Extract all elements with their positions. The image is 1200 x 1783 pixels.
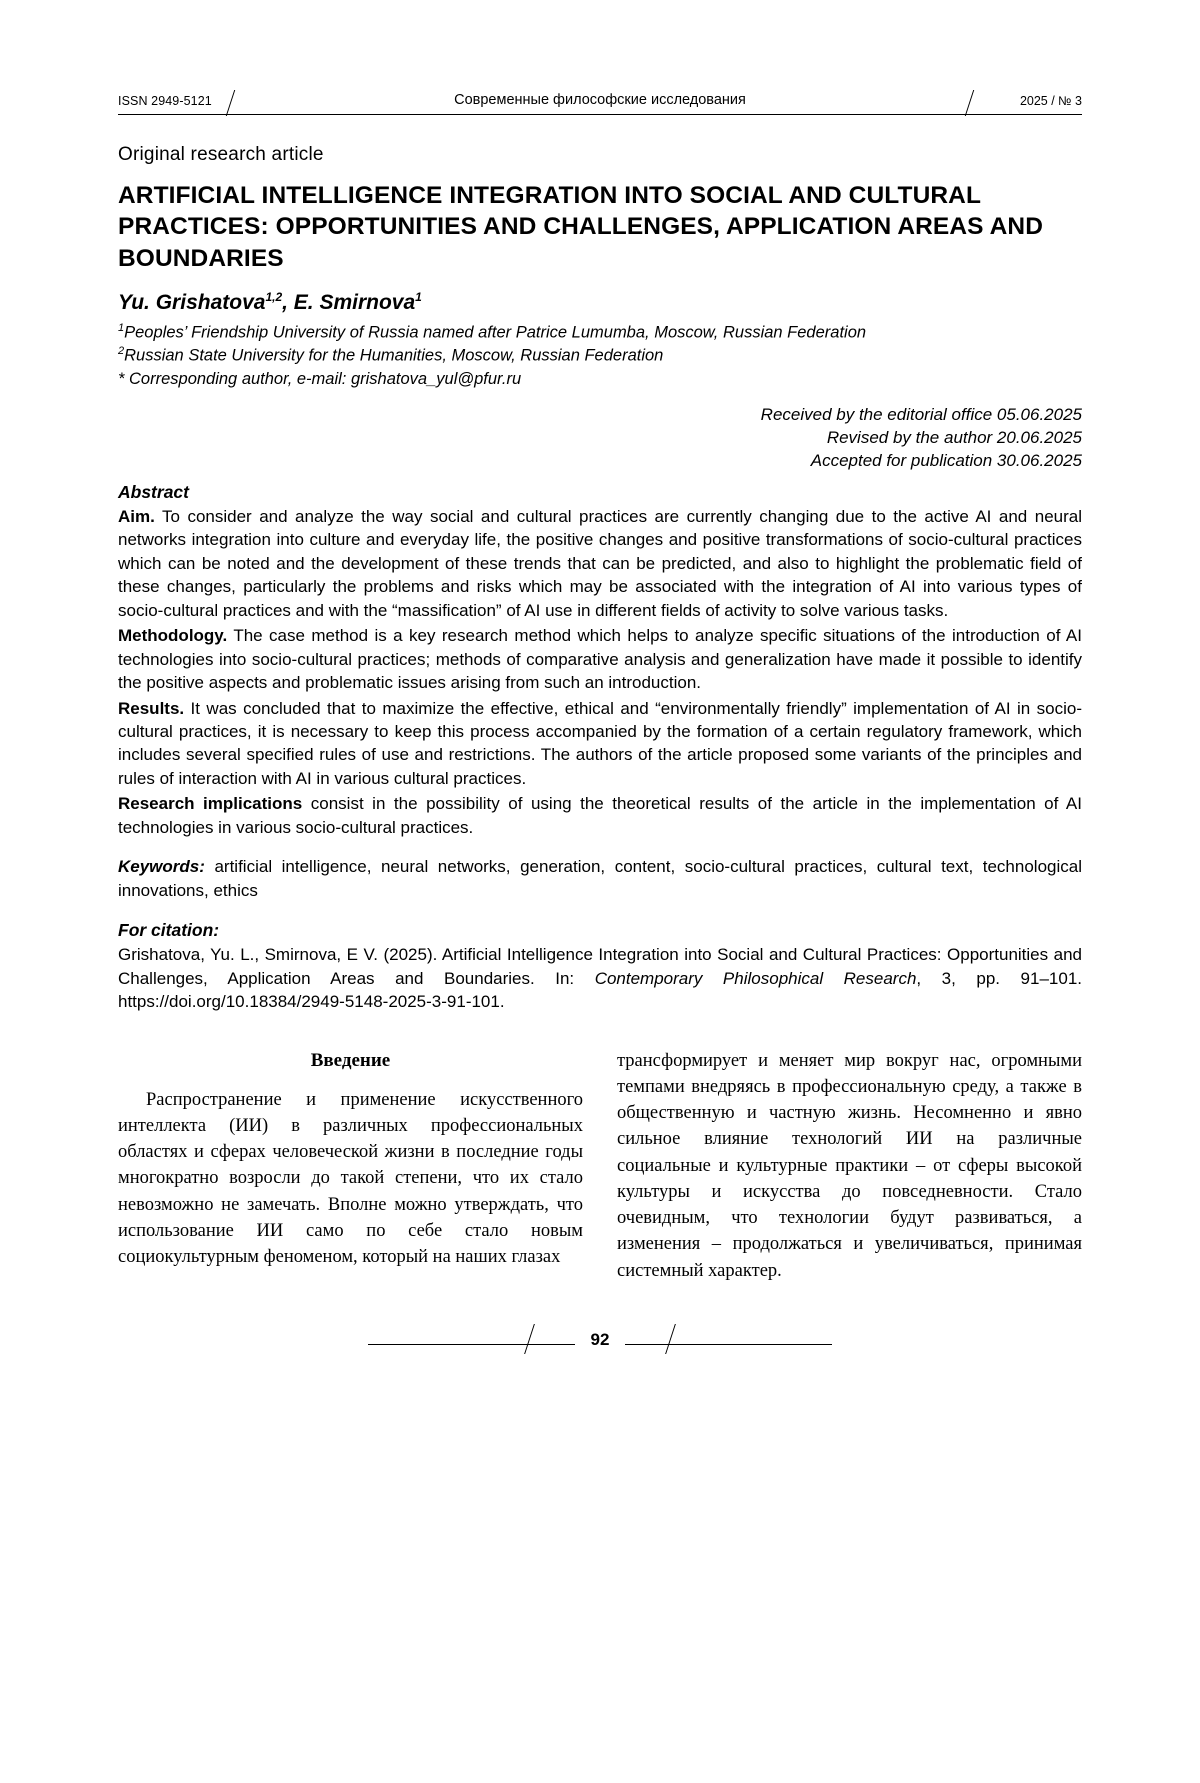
abstract-results-text: It was concluded that to maximize the effective, ethical and “environmentally friendly” implementation of AI in socio-cultural practices, it is necessary to keep this process accompanied by the formation of a certain regulatory framework, which includes several specified rules of use and restrictions. The authors of the article proposed some variants of the principles and rules of interaction with AI in various cultural practices. xyxy=(118,698,1082,788)
citation-part-one: Grishatova, Yu. L., Smirnova, E V. (2025). Artificial Intelligence Integration into Social and Cultural Practices: Opportunities and Challenges, Application Areas and Boundaries. In: xyxy=(118,945,1082,988)
citation-text xyxy=(118,943,1082,1013)
intro-paragraph-left: Распространение и применение искусственного интеллекта (ИИ) в различных профессиональных областях и сферах человеческой жизни в последние годы многократно возросли до такой степени, что их стало невозможно не замечать. Вполне можно утверждать, что использование ИИ само по себе стало новым социокультурным феноменом, который на наших глазах xyxy=(118,1089,583,1268)
abstract-results xyxy=(118,697,1082,791)
abstract-implications-label: Research implications xyxy=(118,794,303,814)
affiliation-one-text: Peoples’ Friendship University of Russia named after Patrice Lumumba, Moscow, Russian Federation xyxy=(124,323,867,342)
running-head-rule xyxy=(118,114,1082,115)
affiliation-one-marker: 1 xyxy=(118,322,125,335)
date-accepted: Accepted for publication 30.06.2025 xyxy=(810,450,1082,470)
body-columns xyxy=(118,1048,1082,1284)
abstract-aim-text: To consider and analyze the way social and cultural practices are currently changing due to the active AI and neural networks integration into culture and everyday life, the positive changes and positive transformations of socio-cultural practices which can be noted and the development of these trends that can be predicted, and also to highlight the problematic field of these changes, particularly the problems and risks which may be associated with the integration of AI into various types of socio-cultural practices and with the “massification” of AI use in different fields of activity to solve various tasks. xyxy=(118,506,1082,620)
abstract-aim xyxy=(118,505,1082,622)
citation-part-two: , 3, pp. 91–101. https://doi.org/10.18384/2949-5148-2025-3-91-101. xyxy=(118,968,1082,1012)
keywords-label: Keywords: xyxy=(118,857,205,877)
journal-title-text: Современные философские исследования xyxy=(444,92,756,108)
abstract-body xyxy=(118,505,1082,839)
date-revised: Revised by the author 20.06.2025 xyxy=(826,427,1082,447)
abstract-implications xyxy=(118,792,1082,839)
journal-issue: 2025 / № 3 xyxy=(1012,94,1082,108)
date-received: Received by the editorial office 05.06.2025 xyxy=(760,404,1082,424)
affiliation-two-text: Russian State University for the Humanities, Moscow, Russian Federation xyxy=(124,346,664,365)
abstract-methodology-label: Methodology. xyxy=(118,626,228,646)
author-two-affil-marker: 1 xyxy=(415,290,422,305)
journal-title xyxy=(118,92,1082,108)
page-footer xyxy=(118,1330,1082,1386)
publication-dates xyxy=(118,403,1082,472)
intro-paragraph-right: трансформирует и меняет мир вокруг нас, огромными темпами внедряясь в профессиональную среду, а также в общественную и частную жизнь. Несомненно и явно сильное влияние технологий ИИ на различные социальные и культурные практики – от сферы высокой культуры и искусства до повседневности. Стало очевидным, что технологии будут развиваться, а изменения – продолжаться и увеличиваться, принимая системный характер. xyxy=(617,1050,1082,1281)
page-number xyxy=(118,1330,1082,1350)
abstract-heading: Abstract xyxy=(118,481,189,502)
author-separator: , E. Smirnova xyxy=(282,291,416,315)
body-column-right xyxy=(617,1048,1082,1284)
abstract-methodology-text: The case method is a key research method which helps to analyze specific situations of the introduction of AI technologies into socio-cultural practices; methods of comparative analysis and generalization have made it possible to identify the positive aspects and problematic issues arising from such an introduction. xyxy=(118,626,1082,693)
section-heading-introduction: Введение xyxy=(310,1049,391,1071)
keywords-text: artificial intelligence, neural networks, generation, content, socio-cultural practices, cultural text, technological innovations, ethics xyxy=(118,857,1082,900)
abstract-implications-text: consist in the possibility of using the theoretical results of the article in the implementation of AI technologies in various socio-cultural practices. xyxy=(118,794,1082,837)
citation-heading: For citation: xyxy=(118,920,220,941)
author-one: Yu. Grishatova xyxy=(118,291,266,315)
abstract-aim-label: Aim. xyxy=(118,506,155,526)
body-column-left xyxy=(118,1048,583,1284)
page-title: ARTIFICIAL INTELLIGENCE INTEGRATION INTO SOCIAL AND CULTURAL PRACTICES: OPPORTUNITIES AND CHALLENGES, APPLICATION AREAS AND BOUNDARIES xyxy=(118,182,1043,272)
affiliation-one xyxy=(118,321,1082,344)
affiliation-two xyxy=(118,344,1082,367)
keywords xyxy=(118,855,1082,902)
author-list xyxy=(118,290,1082,315)
journal-issn: ISSN 2949-5121 xyxy=(118,94,220,108)
author-one-affil-marker: 1,2 xyxy=(265,290,283,305)
article-type: Original research article xyxy=(118,144,324,165)
running-head xyxy=(118,88,1082,122)
page-number-text: 92 xyxy=(575,1330,626,1349)
abstract-results-label: Results. xyxy=(118,698,185,718)
affiliation-two-marker: 2 xyxy=(118,345,125,358)
corresponding-author-email: * Corresponding author, e-mail: grishatova_yul@pfur.ru xyxy=(118,369,522,388)
abstract-methodology xyxy=(118,624,1082,694)
citation-journal-name: Contemporary Philosophical Research xyxy=(594,968,917,988)
